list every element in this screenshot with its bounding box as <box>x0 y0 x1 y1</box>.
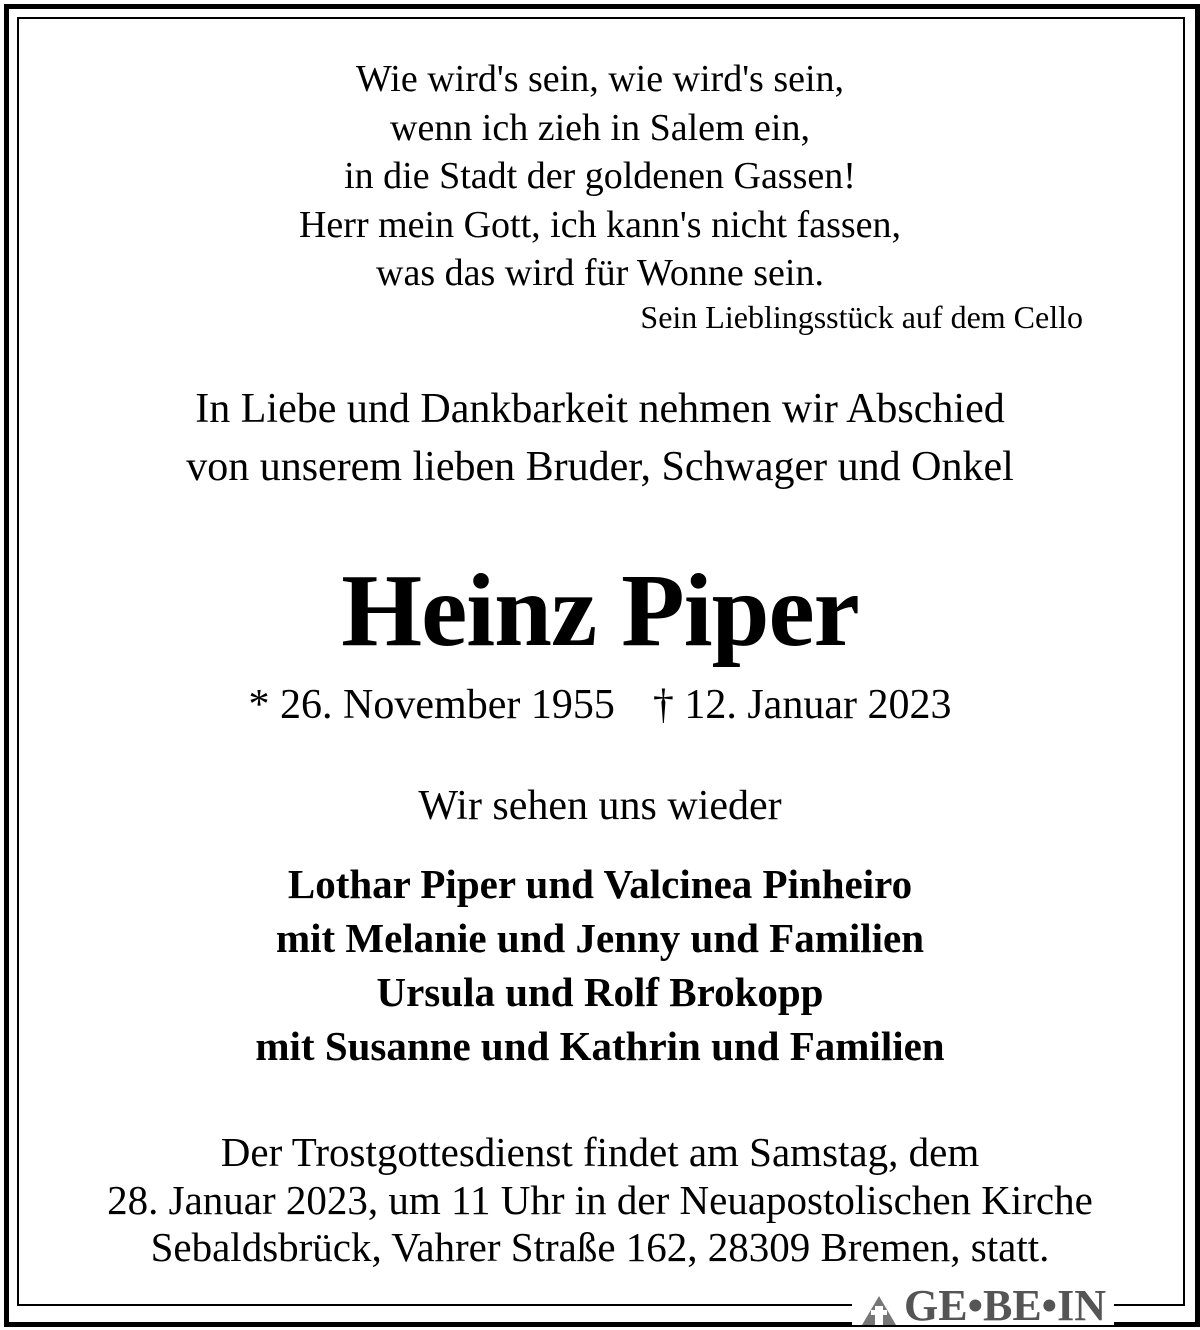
mourner-line-2: mit Melanie und Jenny und Familien <box>275 915 925 961</box>
poem-line-5: was das wird für Wonne sein. <box>376 252 824 294</box>
poem-line-4: Herr mein Gott, ich kann's nicht fassen, <box>298 203 902 246</box>
life-dates <box>21 675 1179 735</box>
gebein-logo <box>852 1281 1114 1330</box>
poem-line-2: wenn ich zieh in Salem ein, <box>390 106 810 149</box>
service-line-1: Der Trostgottesdienst findet am Samstag, dem <box>220 1129 980 1175</box>
birth-date: * 26. November 1955 <box>248 682 615 728</box>
mourner-line-4: mit Susanne und Kathrin und Familien <box>255 1023 945 1069</box>
motto: Wir sehen uns wieder <box>418 783 782 829</box>
intro-text <box>21 380 1179 496</box>
poem-source: Sein Lieblingsstück auf dem Cello <box>640 299 1083 335</box>
service-line-2: 28. Januar 2023, um 11 Uhr in der Neuapostolischen Kirche <box>107 1176 1093 1223</box>
intro-line-1: In Liebe und Dankbarkeit nehmen wir Abschied <box>195 386 1005 432</box>
poem-line-3: in die Stadt der goldenen Gassen! <box>344 155 856 197</box>
mourners-list <box>21 857 1179 1073</box>
mourner-line-3: Ursula und Rolf Brokopp <box>376 969 824 1015</box>
gebein-logo-text: GE•BE•IN <box>904 1281 1106 1330</box>
death-date: † 12. Januar 2023 <box>652 682 952 728</box>
service-info <box>21 1129 1179 1272</box>
mourner-line-1: Lothar Piper und Valcinea Pinheiro <box>287 861 913 907</box>
poem <box>21 55 1179 298</box>
deceased-name: Heinz Piper <box>341 553 859 668</box>
poem-line-1: Wie wird's sein, wie wird's sein, <box>355 58 845 100</box>
gebein-logo-icon <box>858 1292 900 1328</box>
intro-line-2: von unserem lieben Bruder, Schwager und Onkel <box>186 444 1014 490</box>
service-line-3: Sebaldsbrück, Vahrer Straße 162, 28309 Bremen, statt. <box>150 1224 1050 1270</box>
